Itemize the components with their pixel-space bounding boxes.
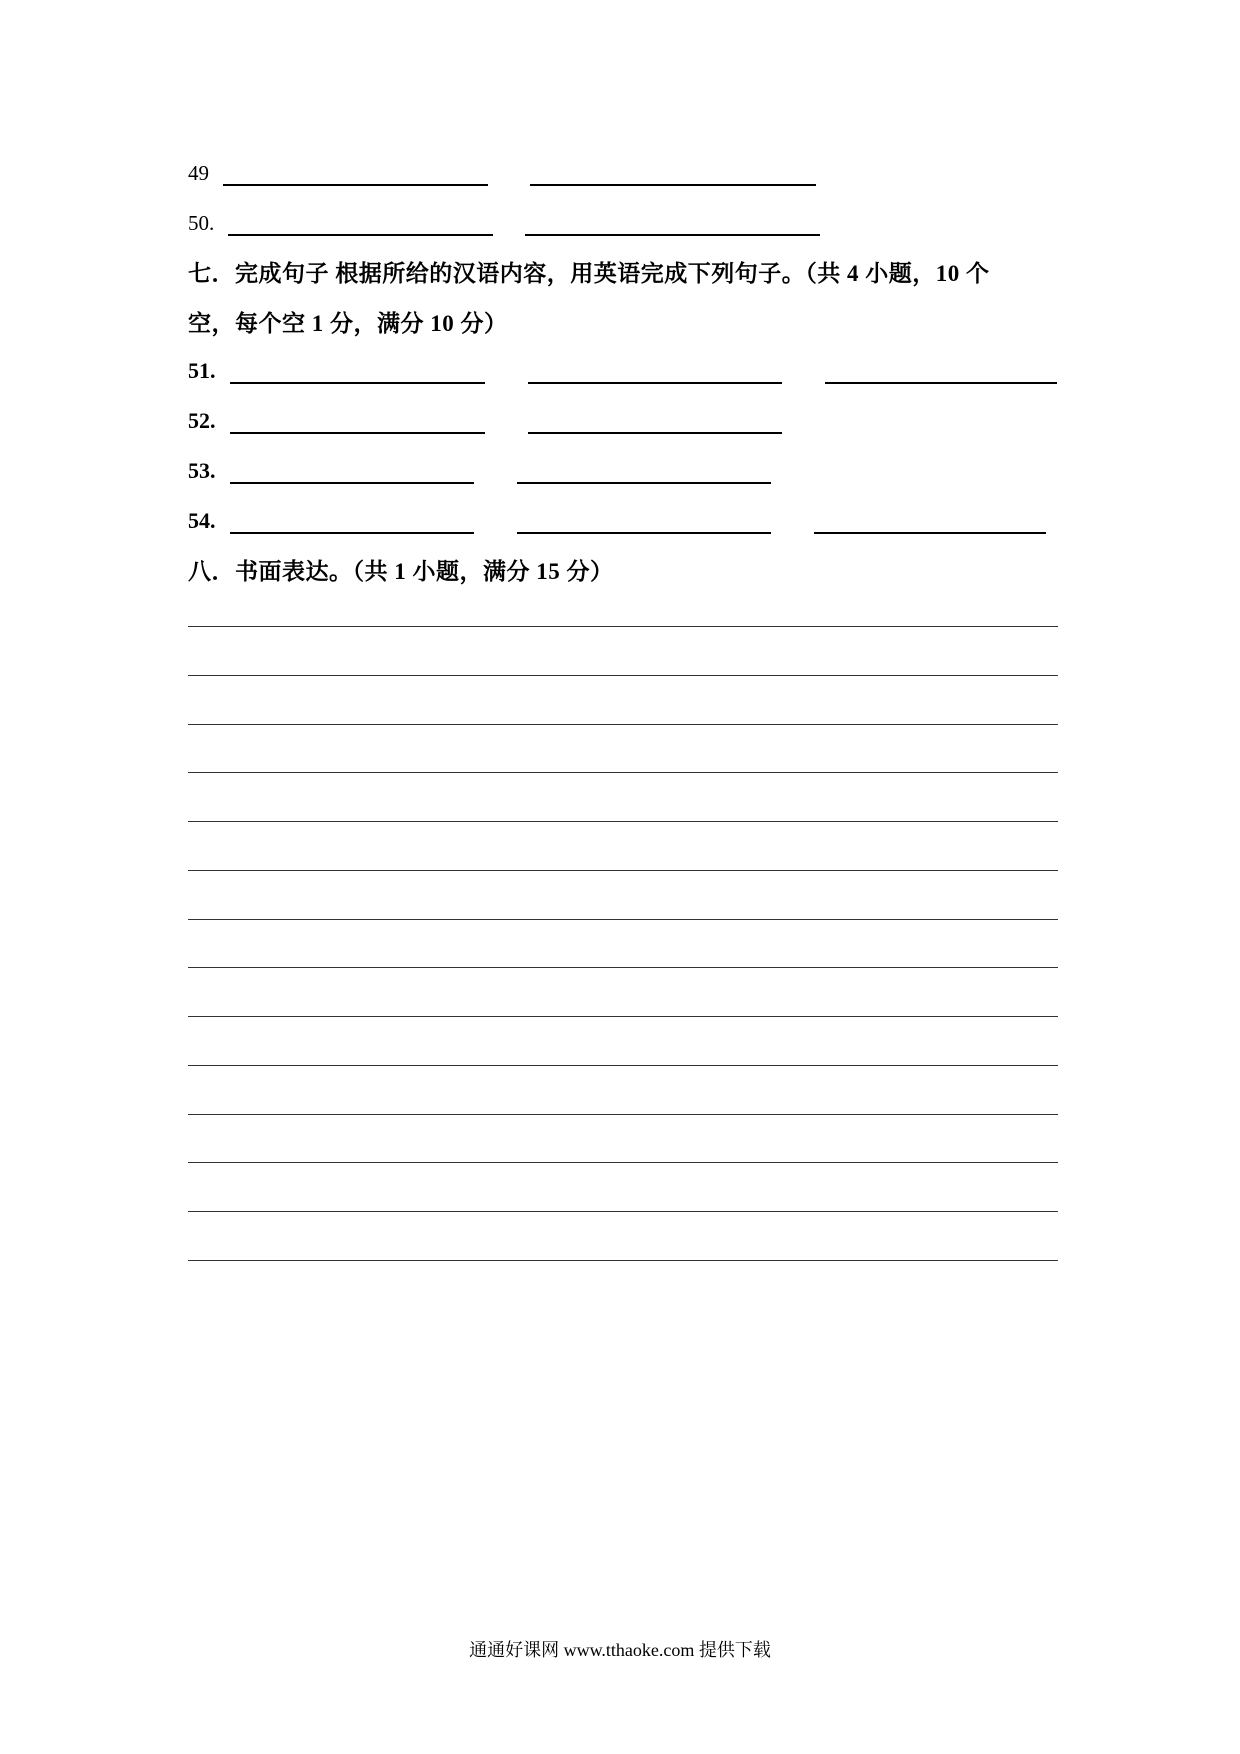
section-8-heading: 八．书面表达。（共 1 小题，满分 15 分） [188,559,614,584]
writing-line[interactable] [188,1065,1058,1066]
answer-blank[interactable] [825,382,1057,384]
writing-line[interactable] [188,1260,1058,1261]
question-number: 53. [188,458,216,483]
writing-line[interactable] [188,1211,1058,1212]
answer-blank[interactable] [525,234,820,236]
answer-blank[interactable] [517,482,771,484]
footer-source-text: 通通好课网 www.tthaoke.com 提供下载 [469,1640,771,1660]
writing-line[interactable] [188,626,1058,627]
writing-line[interactable] [188,870,1058,871]
answer-blank[interactable] [230,432,485,434]
writing-line[interactable] [188,1162,1058,1163]
writing-line[interactable] [188,724,1058,725]
answer-blank[interactable] [528,432,782,434]
answer-blank[interactable] [228,234,493,236]
answer-blank[interactable] [230,532,474,534]
writing-line[interactable] [188,967,1058,968]
answer-blank[interactable] [230,382,485,384]
question-number: 54. [188,508,216,533]
answer-blank[interactable] [530,184,816,186]
question-number: 50. [188,211,215,235]
answer-blank[interactable] [223,184,488,186]
answer-blank[interactable] [528,382,782,384]
writing-line[interactable] [188,675,1058,676]
section-7-heading-line2: 空，每个空 1 分，满分 10 分） [188,311,508,336]
question-number: 49 [188,161,209,185]
writing-line[interactable] [188,821,1058,822]
section-7-heading-line1: 七．完成句子 根据所给的汉语内容，用英语完成下列句子。（共 4 小题，10 个 [188,261,990,286]
answer-blank[interactable] [814,532,1046,534]
question-number: 51. [188,358,216,383]
question-number: 52. [188,408,216,433]
writing-line[interactable] [188,772,1058,773]
answer-blank[interactable] [230,482,474,484]
answer-blank[interactable] [517,532,771,534]
writing-line[interactable] [188,1016,1058,1017]
writing-line[interactable] [188,1114,1058,1115]
writing-line[interactable] [188,919,1058,920]
